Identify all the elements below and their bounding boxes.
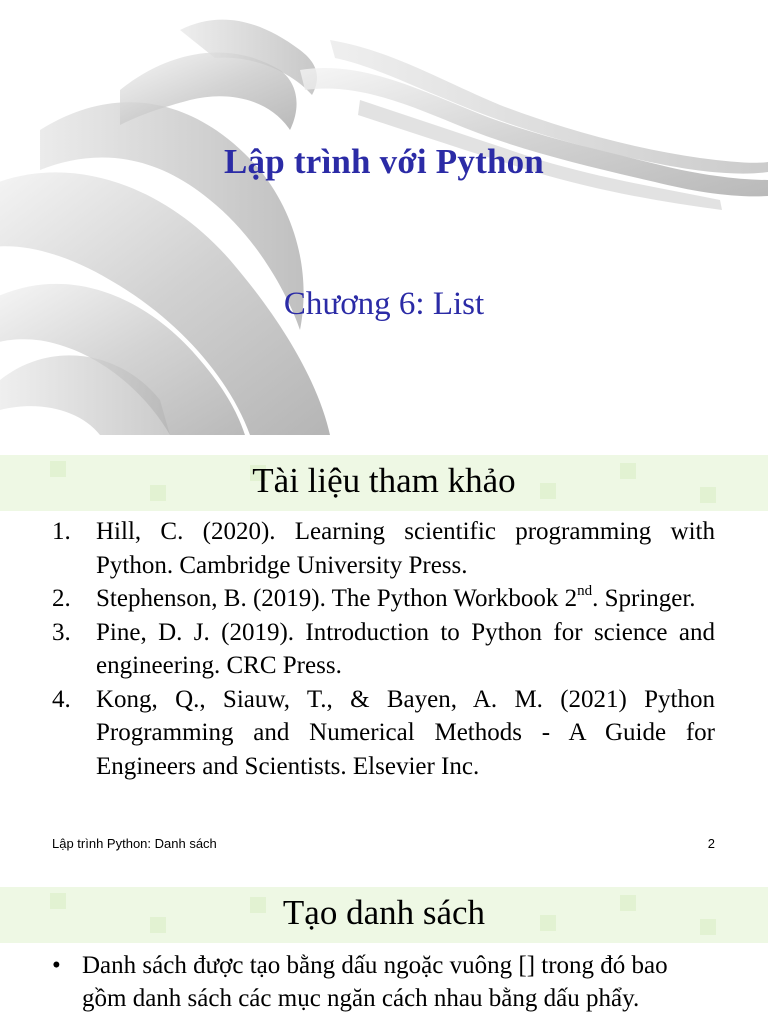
list-item (52, 616, 715, 683)
helix-background-image (0, 0, 768, 435)
page-number: 2 (707, 836, 715, 851)
superscript: nd (577, 583, 593, 599)
reference-text: Pine, D. J. (2019). Introduction to Python for science and engineering. CRC Press. (96, 618, 715, 679)
list-item (52, 683, 715, 784)
list-item (52, 949, 692, 1015)
list-number: 1. (52, 518, 71, 545)
chapter-subtitle: Chương 6: List (283, 286, 485, 322)
slide-heading: Tạo danh sách (282, 893, 486, 932)
slide-separator (0, 865, 768, 887)
list-item (52, 515, 715, 582)
reference-text-tail: . Springer. (592, 585, 696, 612)
slide-separator (0, 435, 768, 455)
reference-text: Kong, Q., Siauw, T., & Bayen, A. M. (2021) Python Programming and Numerical Methods - A Guide for Engineers and Scientists. Elsevier Inc. (96, 685, 715, 780)
slide-create-list (0, 887, 768, 1024)
list-number: 3. (52, 618, 71, 646)
slide-footer: Lập trình Python: Danh sách (52, 836, 217, 851)
reference-text: Hill, C. (2020). Learning scientific programming with Python. Cambridge University Press. (96, 518, 715, 579)
bullet-text: Danh sách được tạo bằng dấu ngoặc vuông [] trong đó bao gồm danh sách các mục ngăn cách nhau bằng dấu phẩy. (82, 952, 668, 1012)
bullet-list (52, 949, 692, 1015)
list-item (52, 582, 715, 616)
presentation-title: Lập trình với Python (224, 142, 544, 181)
slide-heading: Tài liệu tham khảo (252, 461, 516, 500)
list-number: 4. (52, 685, 71, 713)
slide-references (0, 455, 768, 865)
list-number: 2. (52, 585, 71, 612)
bullet-icon: • (52, 952, 61, 979)
slide-title (0, 0, 768, 435)
reference-text: Stephenson, B. (2019). The Python Workbook 2 (96, 585, 578, 612)
reference-list (52, 515, 715, 783)
